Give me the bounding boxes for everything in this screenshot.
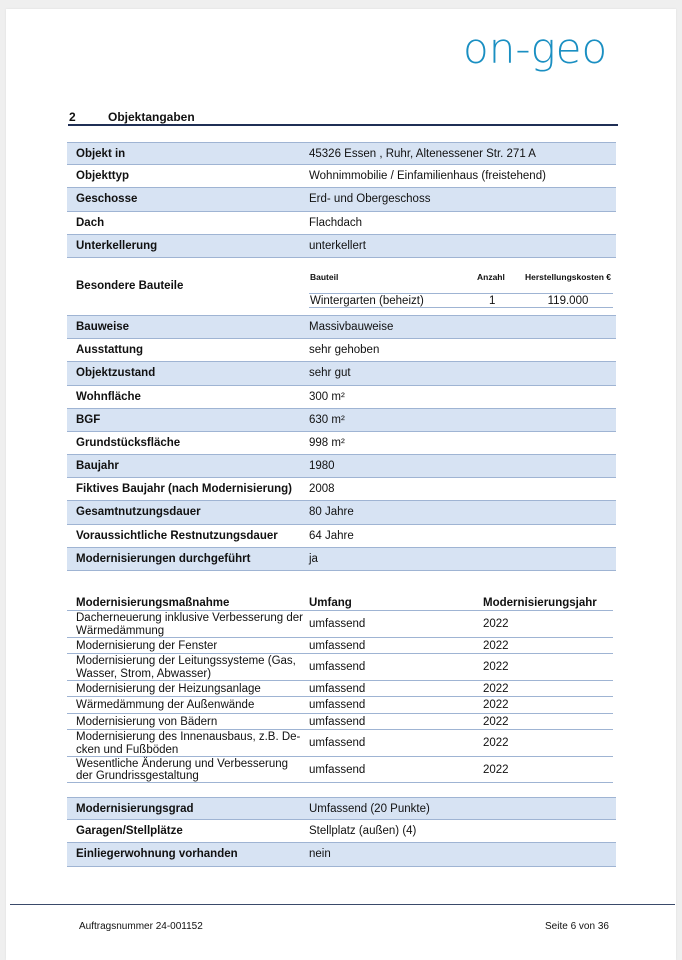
row-label: Grundstücksfläche xyxy=(76,436,181,449)
row-value: Massivbauweise xyxy=(309,320,394,333)
cell-kosten: 119.000 xyxy=(547,294,589,307)
row-label: Objekttyp xyxy=(76,170,130,183)
cell-umfang: umfassend xyxy=(309,699,366,711)
cell-jahr: 2022 xyxy=(483,661,509,673)
row-value: Wohnimmobilie / Einfamilienhaus (freistehend) xyxy=(309,170,546,183)
row-label: Modernisierungsgrad xyxy=(76,803,194,815)
row-label: Modernisierungen durchgeführt xyxy=(76,552,251,565)
row-value: unterkellert xyxy=(309,239,366,252)
row-value: sehr gehoben xyxy=(309,344,380,357)
table-header xyxy=(67,594,613,611)
cell-jahr: 2022 xyxy=(483,618,509,630)
table-row xyxy=(67,757,613,784)
row-label: Ausstattung xyxy=(76,344,144,357)
besondere-bauteile-row xyxy=(67,258,616,316)
row-label: Bauweise xyxy=(76,320,130,333)
table-row xyxy=(67,654,613,681)
bauteile-subtable xyxy=(309,268,613,308)
subtable-row xyxy=(309,294,613,308)
section-title: Objektangaben xyxy=(108,110,195,124)
row-label: BGF xyxy=(76,413,101,426)
table-row xyxy=(67,611,613,638)
object-details-table-a xyxy=(67,142,616,571)
table-row xyxy=(67,525,616,548)
row-label: Einliegerwohnung vorhanden xyxy=(76,848,238,861)
table-row xyxy=(67,142,616,165)
table-row xyxy=(67,165,616,188)
cell-umfang: umfassend xyxy=(309,618,366,630)
row-label: Besondere Bauteile xyxy=(76,279,184,292)
cell-anzahl: 1 xyxy=(489,294,496,307)
header-umfang: Umfang xyxy=(309,597,352,609)
table-row xyxy=(67,681,613,698)
footer-divider xyxy=(10,904,675,905)
cell-massnahme: Modernisierung von Bädern xyxy=(76,715,218,728)
cell-massnahme: Wärmedämmung der Außenwände xyxy=(76,699,255,711)
row-label: Garagen/Stellplätze xyxy=(76,825,183,838)
table-row xyxy=(67,501,616,524)
row-value: nein xyxy=(309,848,331,861)
cell-bauteil: Wintergarten (beheizt) xyxy=(310,294,424,307)
cell-umfang: umfassend xyxy=(309,661,366,673)
section-number: 2 xyxy=(69,110,76,124)
row-label: Wohnfläche xyxy=(76,390,141,403)
row-label: Geschosse xyxy=(76,193,138,206)
row-label: Dach xyxy=(76,216,105,229)
cell-massnahme: Modernisierung der Fenster xyxy=(76,639,218,652)
cell-massnahme: Dacherneuerung inklusive Verbesserung der Wärmedämmung xyxy=(76,612,303,637)
row-value: ja xyxy=(309,552,318,565)
cell-jahr: 2022 xyxy=(483,682,509,695)
row-label: Voraussichtliche Restnutzungsdauer xyxy=(76,529,278,542)
row-value: 64 Jahre xyxy=(309,529,354,542)
cell-umfang: umfassend xyxy=(309,639,366,652)
table-row xyxy=(67,455,616,478)
table-row xyxy=(67,409,616,432)
row-value: 300 m² xyxy=(309,390,345,403)
cell-umfang: umfassend xyxy=(309,737,366,749)
header-bauteil: Bauteil xyxy=(310,271,339,282)
table-row xyxy=(67,714,613,731)
cell-jahr: 2022 xyxy=(483,763,509,776)
header-anzahl: Anzahl xyxy=(477,271,505,282)
row-value: 998 m² xyxy=(309,436,345,449)
cell-massnahme: Modernisierung der Leitungssysteme (Gas, Wasser, Strom, Abwasser) xyxy=(76,655,296,680)
header-jahr: Modernisierungsjahr xyxy=(483,597,597,609)
table-row xyxy=(67,339,616,362)
row-value: 1980 xyxy=(309,460,335,473)
row-label: Gesamtnutzungsdauer xyxy=(76,506,201,519)
table-row xyxy=(67,316,616,339)
row-value: sehr gut xyxy=(309,367,351,380)
row-value: 2008 xyxy=(309,483,335,496)
modernisierung-table xyxy=(67,594,613,783)
cell-massnahme: Modernisierung der Heizungsanlage xyxy=(76,682,261,695)
row-value: 45326 Essen , Ruhr, Altenessener Str. 271 A xyxy=(309,148,536,160)
page-number: Seite 6 von 36 xyxy=(545,921,609,932)
table-row xyxy=(67,548,616,571)
header-kosten: Herstellungskosten € xyxy=(525,271,611,282)
cell-jahr: 2022 xyxy=(483,639,509,652)
header-massnahme: Modernisierungsmaßnahme xyxy=(76,597,230,609)
row-label: Fiktives Baujahr (nach Modernisierung) xyxy=(76,483,292,496)
row-value: 630 m² xyxy=(309,413,345,426)
row-label: Baujahr xyxy=(76,460,119,473)
row-label: Unterkellerung xyxy=(76,239,158,252)
row-label: Objektzustand xyxy=(76,367,156,380)
row-value: Stellplatz (außen) (4) xyxy=(309,825,417,838)
table-row xyxy=(67,730,613,757)
table-row xyxy=(67,638,613,655)
cell-umfang: umfassend xyxy=(309,763,366,776)
row-label: Objekt in xyxy=(76,148,126,160)
table-row xyxy=(67,843,616,866)
row-value: Flachdach xyxy=(309,216,363,229)
table-row xyxy=(67,188,616,211)
cell-umfang: umfassend xyxy=(309,682,366,695)
object-details-table-c xyxy=(67,797,616,867)
table-row xyxy=(67,432,616,455)
table-row xyxy=(67,820,616,843)
table-row xyxy=(67,478,616,501)
order-number: Auftragsnummer 24-001152 xyxy=(79,921,203,932)
table-row xyxy=(67,797,616,820)
cell-jahr: 2022 xyxy=(483,737,509,749)
cell-umfang: umfassend xyxy=(309,715,366,728)
row-value: Erd- und Obergeschoss xyxy=(309,193,431,206)
section-heading xyxy=(68,108,618,126)
subtable-header xyxy=(309,268,613,294)
table-row xyxy=(67,386,616,409)
cell-massnahme: Wesentliche Änderung und Verbesserung der Grundrissgestaltung xyxy=(76,757,289,782)
row-value: 80 Jahre xyxy=(309,506,354,519)
on-geo-logo: on-geo xyxy=(463,24,608,73)
cell-jahr: 2022 xyxy=(483,699,509,711)
table-row xyxy=(67,362,616,385)
row-value: Umfassend (20 Punkte) xyxy=(309,803,430,815)
table-row xyxy=(67,212,616,235)
table-row xyxy=(67,697,613,714)
cell-jahr: 2022 xyxy=(483,715,509,728)
table-row xyxy=(67,235,616,258)
cell-massnahme: Modernisierung des Innenausbaus, z.B. De-cken und Fußböden xyxy=(76,731,301,756)
